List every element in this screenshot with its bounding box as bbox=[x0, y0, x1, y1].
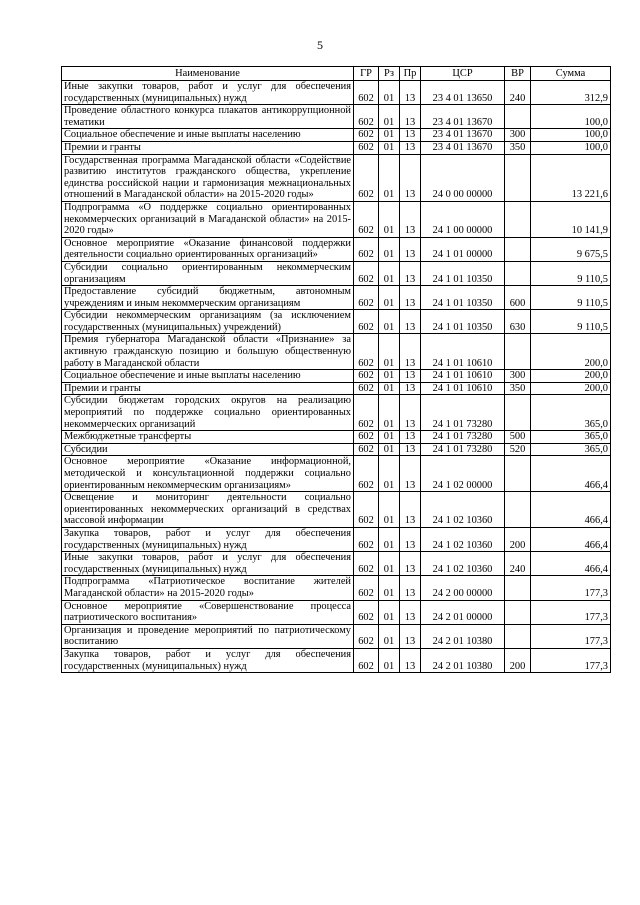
table-row bbox=[62, 382, 611, 395]
cell-rz: 01 bbox=[379, 154, 400, 201]
cell-name: Социальное обеспечение и иные выплаты населению bbox=[62, 370, 354, 383]
cell-rz: 01 bbox=[379, 382, 400, 395]
table-row bbox=[62, 527, 611, 551]
cell-csr: 24 2 01 00000 bbox=[421, 600, 505, 624]
table-row bbox=[62, 141, 611, 154]
cell-gr: 602 bbox=[354, 395, 379, 431]
cell-name: Закупка товаров, работ и услуг для обеспечения государственных (муниципальных) нужд bbox=[62, 527, 354, 551]
cell-rz: 01 bbox=[379, 261, 400, 285]
cell-rz: 01 bbox=[379, 201, 400, 237]
table-row bbox=[62, 154, 611, 201]
cell-rz: 01 bbox=[379, 443, 400, 456]
cell-name: Субсидии бюджетам городских округов на реализацию мероприятий по поддержке социально ориентированных некоммерческих организаций bbox=[62, 395, 354, 431]
table-header bbox=[62, 67, 611, 81]
cell-csr: 24 1 02 00000 bbox=[421, 456, 505, 492]
cell-gr: 602 bbox=[354, 431, 379, 444]
cell-csr: 24 1 02 10360 bbox=[421, 527, 505, 551]
cell-rz: 01 bbox=[379, 456, 400, 492]
cell-sum: 100,0 bbox=[531, 141, 611, 154]
cell-vr: 630 bbox=[505, 310, 531, 334]
cell-sum: 10 141,9 bbox=[531, 201, 611, 237]
cell-gr: 602 bbox=[354, 286, 379, 310]
cell-gr: 602 bbox=[354, 261, 379, 285]
cell-pr: 13 bbox=[400, 141, 421, 154]
cell-vr: 300 bbox=[505, 370, 531, 383]
cell-rz: 01 bbox=[379, 81, 400, 105]
cell-gr: 602 bbox=[354, 443, 379, 456]
cell-gr: 602 bbox=[354, 334, 379, 370]
cell-rz: 01 bbox=[379, 648, 400, 672]
cell-name: Основное мероприятие «Совершенствование процесса патриотического воспитания» bbox=[62, 600, 354, 624]
cell-vr: 200 bbox=[505, 527, 531, 551]
cell-name: Освещение и мониторинг деятельности социально ориентированных некоммерческих организаций в средствах массовой информации bbox=[62, 492, 354, 528]
cell-gr: 602 bbox=[354, 648, 379, 672]
cell-pr: 13 bbox=[400, 648, 421, 672]
cell-sum: 177,3 bbox=[531, 600, 611, 624]
cell-name: Социальное обеспечение и иные выплаты населению bbox=[62, 129, 354, 142]
cell-vr: 520 bbox=[505, 443, 531, 456]
cell-vr bbox=[505, 237, 531, 261]
cell-sum: 200,0 bbox=[531, 370, 611, 383]
cell-gr: 602 bbox=[354, 370, 379, 383]
cell-name: Государственная программа Магаданской области «Содействие развитию институтов гражданского общества, укрепление единства российской нации и гармонизация межнациональных отношений в Магаданской области» на 2015-2020 годы» bbox=[62, 154, 354, 201]
cell-vr: 350 bbox=[505, 382, 531, 395]
cell-vr bbox=[505, 201, 531, 237]
cell-pr: 13 bbox=[400, 527, 421, 551]
col-header-pr: Пр bbox=[400, 67, 421, 81]
cell-pr: 13 bbox=[400, 81, 421, 105]
cell-gr: 602 bbox=[354, 552, 379, 576]
cell-vr: 240 bbox=[505, 81, 531, 105]
cell-name: Основное мероприятие «Оказание финансовой поддержки деятельности социально ориентированных организаций» bbox=[62, 237, 354, 261]
cell-pr: 13 bbox=[400, 286, 421, 310]
cell-sum: 365,0 bbox=[531, 395, 611, 431]
table-row bbox=[62, 129, 611, 142]
cell-rz: 01 bbox=[379, 370, 400, 383]
cell-gr: 602 bbox=[354, 201, 379, 237]
cell-vr bbox=[505, 576, 531, 600]
table-row bbox=[62, 492, 611, 528]
table-row bbox=[62, 443, 611, 456]
cell-gr: 602 bbox=[354, 237, 379, 261]
cell-vr bbox=[505, 395, 531, 431]
cell-sum: 100,0 bbox=[531, 129, 611, 142]
cell-gr: 602 bbox=[354, 527, 379, 551]
table-row bbox=[62, 456, 611, 492]
cell-pr: 13 bbox=[400, 201, 421, 237]
cell-vr bbox=[505, 154, 531, 201]
cell-rz: 01 bbox=[379, 431, 400, 444]
cell-gr: 602 bbox=[354, 129, 379, 142]
cell-pr: 13 bbox=[400, 395, 421, 431]
cell-name: Субсидии некоммерческим организациям (за исключением государственных (муниципальных) учреждений) bbox=[62, 310, 354, 334]
table-row bbox=[62, 576, 611, 600]
cell-pr: 13 bbox=[400, 334, 421, 370]
cell-name: Межбюджетные трансферты bbox=[62, 431, 354, 444]
cell-csr: 24 1 01 73280 bbox=[421, 431, 505, 444]
cell-sum: 200,0 bbox=[531, 382, 611, 395]
table-row bbox=[62, 310, 611, 334]
cell-rz: 01 bbox=[379, 492, 400, 528]
cell-sum: 365,0 bbox=[531, 431, 611, 444]
cell-pr: 13 bbox=[400, 261, 421, 285]
cell-vr: 300 bbox=[505, 129, 531, 142]
cell-rz: 01 bbox=[379, 395, 400, 431]
cell-rz: 01 bbox=[379, 105, 400, 129]
col-header-gr: ГР bbox=[354, 67, 379, 81]
cell-csr: 23 4 01 13670 bbox=[421, 141, 505, 154]
cell-pr: 13 bbox=[400, 576, 421, 600]
col-header-name: Наименование bbox=[62, 67, 354, 81]
cell-vr: 350 bbox=[505, 141, 531, 154]
cell-rz: 01 bbox=[379, 129, 400, 142]
cell-rz: 01 bbox=[379, 286, 400, 310]
col-header-rz: Рз bbox=[379, 67, 400, 81]
cell-csr: 23 4 01 13670 bbox=[421, 105, 505, 129]
cell-vr bbox=[505, 261, 531, 285]
cell-csr: 23 4 01 13670 bbox=[421, 129, 505, 142]
cell-vr: 240 bbox=[505, 552, 531, 576]
cell-name: Организация и проведение мероприятий по патриотическому воспитанию bbox=[62, 624, 354, 648]
cell-csr: 24 2 00 00000 bbox=[421, 576, 505, 600]
budget-table bbox=[61, 66, 611, 673]
page-number: 5 bbox=[317, 38, 323, 52]
cell-pr: 13 bbox=[400, 431, 421, 444]
table-row bbox=[62, 237, 611, 261]
cell-pr: 13 bbox=[400, 443, 421, 456]
cell-pr: 13 bbox=[400, 310, 421, 334]
cell-name: Иные закупки товаров, работ и услуг для обеспечения государственных (муниципальных) нужд bbox=[62, 81, 354, 105]
cell-pr: 13 bbox=[400, 129, 421, 142]
cell-name: Проведение областного конкурса плакатов антикоррупционной тематики bbox=[62, 105, 354, 129]
cell-sum: 365,0 bbox=[531, 443, 611, 456]
table-row bbox=[62, 624, 611, 648]
cell-sum: 177,3 bbox=[531, 576, 611, 600]
cell-vr bbox=[505, 624, 531, 648]
table-row bbox=[62, 431, 611, 444]
table-row bbox=[62, 81, 611, 105]
cell-rz: 01 bbox=[379, 576, 400, 600]
cell-vr bbox=[505, 600, 531, 624]
cell-name: Иные закупки товаров, работ и услуг для обеспечения государственных (муниципальных) нужд bbox=[62, 552, 354, 576]
cell-sum: 466,4 bbox=[531, 552, 611, 576]
cell-csr: 24 2 01 10380 bbox=[421, 648, 505, 672]
cell-gr: 602 bbox=[354, 105, 379, 129]
cell-name: Премия губернатора Магаданской области «Признание» за активную гражданскую позицию и большую общественную работу в Магаданской области bbox=[62, 334, 354, 370]
table-row bbox=[62, 600, 611, 624]
cell-pr: 13 bbox=[400, 624, 421, 648]
col-header-csr: ЦСР bbox=[421, 67, 505, 81]
table-row bbox=[62, 370, 611, 383]
cell-name: Основное мероприятие «Оказание информационной, методической и консультационной поддержки социально ориентированным некоммерческим организациям» bbox=[62, 456, 354, 492]
cell-gr: 602 bbox=[354, 310, 379, 334]
table-row bbox=[62, 105, 611, 129]
col-header-vr: ВР bbox=[505, 67, 531, 81]
cell-vr: 500 bbox=[505, 431, 531, 444]
cell-rz: 01 bbox=[379, 552, 400, 576]
cell-name: Субсидии социально ориентированным некоммерческим организациям bbox=[62, 261, 354, 285]
cell-gr: 602 bbox=[354, 576, 379, 600]
cell-sum: 177,3 bbox=[531, 624, 611, 648]
cell-sum: 466,4 bbox=[531, 527, 611, 551]
cell-gr: 602 bbox=[354, 81, 379, 105]
cell-gr: 602 bbox=[354, 600, 379, 624]
cell-vr bbox=[505, 492, 531, 528]
cell-gr: 602 bbox=[354, 456, 379, 492]
cell-pr: 13 bbox=[400, 382, 421, 395]
cell-csr: 24 1 01 10350 bbox=[421, 310, 505, 334]
cell-csr: 24 1 02 10360 bbox=[421, 492, 505, 528]
cell-name: Премии и гранты bbox=[62, 382, 354, 395]
cell-rz: 01 bbox=[379, 334, 400, 370]
cell-vr: 200 bbox=[505, 648, 531, 672]
cell-csr: 24 1 00 00000 bbox=[421, 201, 505, 237]
cell-gr: 602 bbox=[354, 154, 379, 201]
cell-csr: 24 1 01 10610 bbox=[421, 370, 505, 383]
cell-vr bbox=[505, 105, 531, 129]
cell-csr: 24 1 01 10610 bbox=[421, 382, 505, 395]
cell-csr: 24 2 01 10380 bbox=[421, 624, 505, 648]
cell-vr bbox=[505, 456, 531, 492]
cell-name: Подпрограмма «Патриотическое воспитание жителей Магаданской области» на 2015-2020 годы» bbox=[62, 576, 354, 600]
cell-rz: 01 bbox=[379, 624, 400, 648]
cell-sum: 9 110,5 bbox=[531, 310, 611, 334]
cell-csr: 24 0 00 00000 bbox=[421, 154, 505, 201]
cell-gr: 602 bbox=[354, 141, 379, 154]
cell-csr: 24 1 01 73280 bbox=[421, 443, 505, 456]
cell-rz: 01 bbox=[379, 600, 400, 624]
cell-rz: 01 bbox=[379, 527, 400, 551]
cell-gr: 602 bbox=[354, 624, 379, 648]
cell-csr: 24 1 01 73280 bbox=[421, 395, 505, 431]
col-header-sum: Сумма bbox=[531, 67, 611, 81]
cell-sum: 200,0 bbox=[531, 334, 611, 370]
cell-name: Подпрограмма «О поддержке социально ориентированных некоммерческих организаций в Магаданской области» на 2015-2020 годы» bbox=[62, 201, 354, 237]
table-row bbox=[62, 552, 611, 576]
cell-csr: 24 1 01 10610 bbox=[421, 334, 505, 370]
table-row bbox=[62, 648, 611, 672]
cell-pr: 13 bbox=[400, 552, 421, 576]
cell-sum: 100,0 bbox=[531, 105, 611, 129]
cell-csr: 24 1 02 10360 bbox=[421, 552, 505, 576]
cell-sum: 13 221,6 bbox=[531, 154, 611, 201]
cell-csr: 24 1 01 10350 bbox=[421, 286, 505, 310]
cell-vr: 600 bbox=[505, 286, 531, 310]
cell-name: Премии и гранты bbox=[62, 141, 354, 154]
cell-sum: 9 675,5 bbox=[531, 237, 611, 261]
table-row bbox=[62, 286, 611, 310]
cell-sum: 312,9 bbox=[531, 81, 611, 105]
cell-sum: 466,4 bbox=[531, 456, 611, 492]
cell-rz: 01 bbox=[379, 237, 400, 261]
cell-sum: 9 110,5 bbox=[531, 286, 611, 310]
cell-pr: 13 bbox=[400, 600, 421, 624]
cell-rz: 01 bbox=[379, 141, 400, 154]
table-row bbox=[62, 261, 611, 285]
cell-sum: 466,4 bbox=[531, 492, 611, 528]
table-row bbox=[62, 395, 611, 431]
cell-sum: 177,3 bbox=[531, 648, 611, 672]
cell-csr: 23 4 01 13650 bbox=[421, 81, 505, 105]
cell-name: Субсидии bbox=[62, 443, 354, 456]
cell-sum: 9 110,5 bbox=[531, 261, 611, 285]
cell-name: Закупка товаров, работ и услуг для обеспечения государственных (муниципальных) нужд bbox=[62, 648, 354, 672]
cell-pr: 13 bbox=[400, 237, 421, 261]
table-row bbox=[62, 334, 611, 370]
cell-pr: 13 bbox=[400, 370, 421, 383]
table-row bbox=[62, 201, 611, 237]
cell-pr: 13 bbox=[400, 105, 421, 129]
cell-name: Предоставление субсидий бюджетным, автономным учреждениям и иным некоммерческим организациям bbox=[62, 286, 354, 310]
cell-pr: 13 bbox=[400, 492, 421, 528]
cell-gr: 602 bbox=[354, 382, 379, 395]
cell-pr: 13 bbox=[400, 456, 421, 492]
cell-csr: 24 1 01 00000 bbox=[421, 237, 505, 261]
cell-rz: 01 bbox=[379, 310, 400, 334]
cell-vr bbox=[505, 334, 531, 370]
cell-csr: 24 1 01 10350 bbox=[421, 261, 505, 285]
cell-gr: 602 bbox=[354, 492, 379, 528]
cell-pr: 13 bbox=[400, 154, 421, 201]
